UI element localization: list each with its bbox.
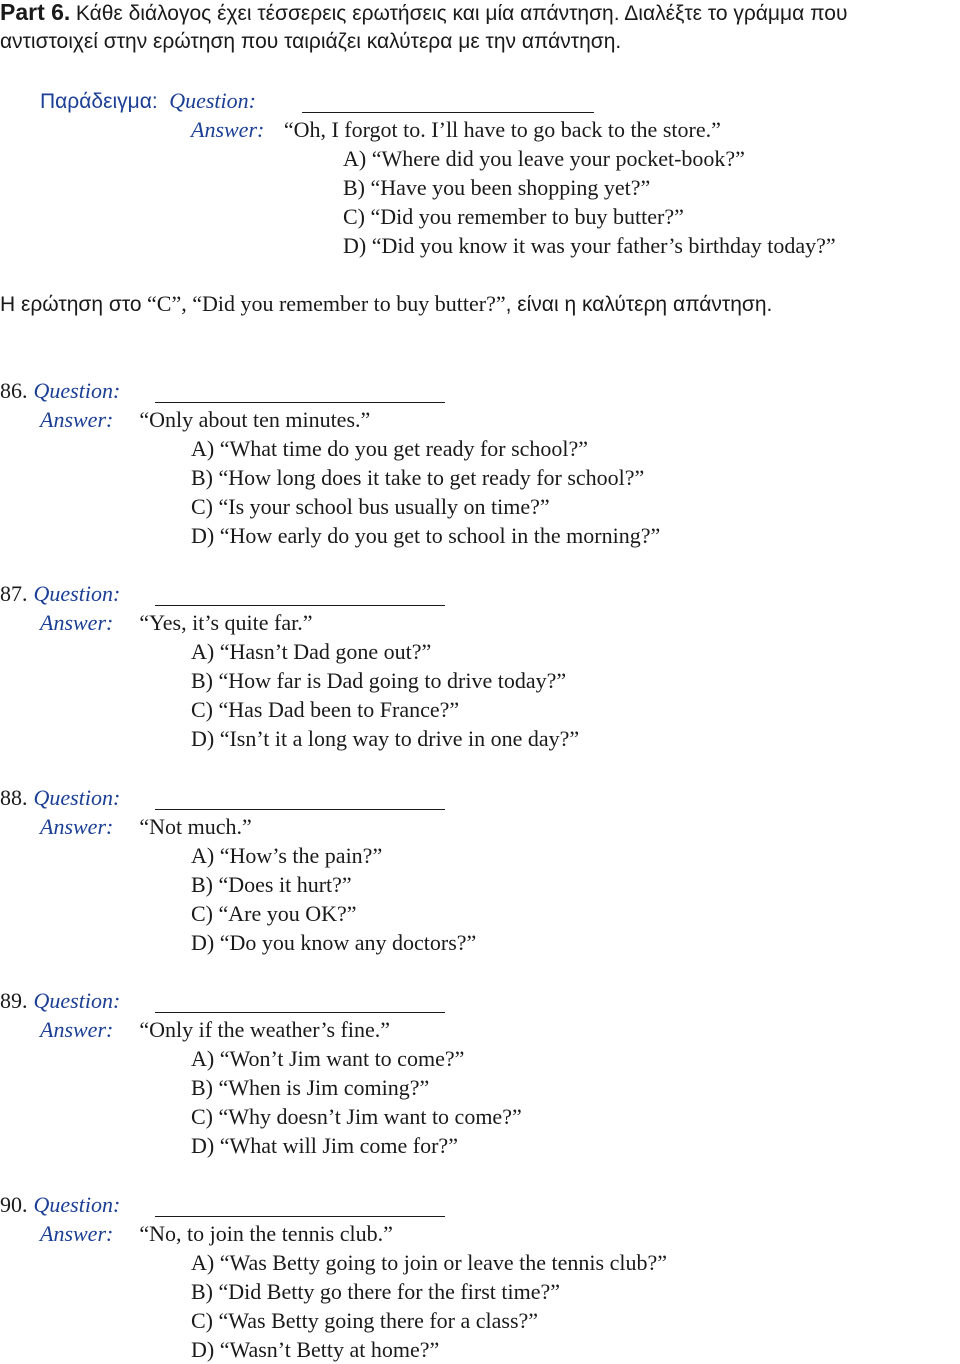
option-c[interactable]: C) “Why doesn’t Jim want to come?” [191,1104,522,1129]
option-d[interactable]: D) “Do you know any doctors?” [191,930,477,955]
option-a[interactable]: A) “Hasn’t Dad gone out?” [191,639,432,664]
option-b[interactable]: B) “Did Betty go there for the first time?” [191,1279,560,1304]
option-d[interactable]: D) “How early do you get to school in the morning?” [191,523,661,548]
option-a[interactable]: A) “Won’t Jim want to come?” [191,1046,465,1071]
option-c[interactable]: C) “Was Betty going there for a class?” [191,1308,539,1333]
question-row [0,1190,120,1219]
question-row [0,376,120,405]
answer-row [40,608,312,637]
option-a[interactable]: A) “How’s the pain?” [191,843,383,868]
question-number: 90. [0,1192,28,1217]
answer-label: Answer: [40,1221,114,1246]
example-question-label: Question: [169,88,256,113]
answer-text: “Only about ten minutes.” [139,407,371,432]
option-c[interactable]: C) “Is your school bus usually on time?” [191,494,550,519]
question-answer-blank[interactable] [155,382,445,403]
instruction-line-1: Κάθε διάλογος έχει τέσσερεις ερωτήσεις και μία απάντηση. Διαλέξτε το γράμμα που [75,2,848,25]
question-answer-blank[interactable] [155,789,445,810]
explanation-prefix: Η ερώτηση στο [0,293,142,316]
question-answer-blank[interactable] [155,992,445,1013]
question-number: 86. [0,378,28,403]
option-d[interactable]: D) “Wasn’t Betty at home?” [191,1337,440,1362]
answer-label: Answer: [40,1017,114,1042]
option-c[interactable]: C) “Are you OK?” [191,901,357,926]
answer-row [40,1219,393,1248]
question-label: Question: [33,581,121,606]
answer-text: “Only if the weather’s fine.” [139,1017,390,1042]
answer-label: Answer: [40,814,114,839]
question-number: 88. [0,785,28,810]
instruction-line-2: αντιστοιχεί στην ερώτηση που ταιριάζει καλύτερα με την απάντηση. [0,30,622,53]
option-a[interactable]: A) “Was Betty going to join or leave the tennis club?” [191,1250,667,1275]
example-option-d: D) “Did you know it was your father’s birthday today?” [343,233,836,258]
question-answer-blank[interactable] [155,585,445,606]
answer-text: “Not much.” [139,814,252,839]
question-number: 89. [0,988,28,1013]
answer-text: “Yes, it’s quite far.” [139,610,313,635]
question-answer-blank[interactable] [155,1196,445,1217]
example-label: Παράδειγμα: [40,90,158,113]
explanation-suffix: , είναι η καλύτερη απάντηση. [505,293,773,316]
question-row [0,579,120,608]
example-answer-row [191,115,721,144]
option-b[interactable]: B) “Does it hurt?” [191,872,352,897]
example-answer-text: “Oh, I forgot to. I’ll have to go back to the store.” [283,117,721,142]
question-label: Question: [33,1192,121,1217]
option-b[interactable]: B) “How far is Dad going to drive today?” [191,668,567,693]
option-d[interactable]: D) “What will Jim come for?” [191,1133,458,1158]
question-number: 87. [0,581,28,606]
example-answer-label: Answer: [191,117,265,142]
answer-label: Answer: [40,610,114,635]
answer-row [40,1015,390,1044]
question-label: Question: [33,785,121,810]
example-option-a: A) “Where did you leave your pocket-book?” [343,146,745,171]
answer-row [40,405,370,434]
option-c[interactable]: C) “Has Dad been to France?” [191,697,460,722]
answer-row [40,812,252,841]
answer-label: Answer: [40,407,114,432]
question-label: Question: [33,378,121,403]
part-label: Part 6. [0,0,71,25]
header-line-1 [0,0,847,28]
option-d[interactable]: D) “Isn’t it a long way to drive in one day?” [191,726,580,751]
question-label: Question: [33,988,121,1013]
example-option-c: C) “Did you remember to buy butter?” [343,204,684,229]
option-b[interactable]: B) “How long does it take to get ready for school?” [191,465,645,490]
example-question-row [40,86,256,116]
answer-text: “No, to join the tennis club.” [139,1221,393,1246]
option-b[interactable]: B) “When is Jim coming?” [191,1075,430,1100]
question-row [0,783,120,812]
question-row [0,986,120,1015]
example-question-blank [302,92,594,113]
explanation-middle: “C”, “Did you remember to buy butter?” [147,291,506,316]
example-explanation [0,289,772,319]
option-a[interactable]: A) “What time do you get ready for school?” [191,436,589,461]
example-option-b: B) “Have you been shopping yet?” [343,175,651,200]
